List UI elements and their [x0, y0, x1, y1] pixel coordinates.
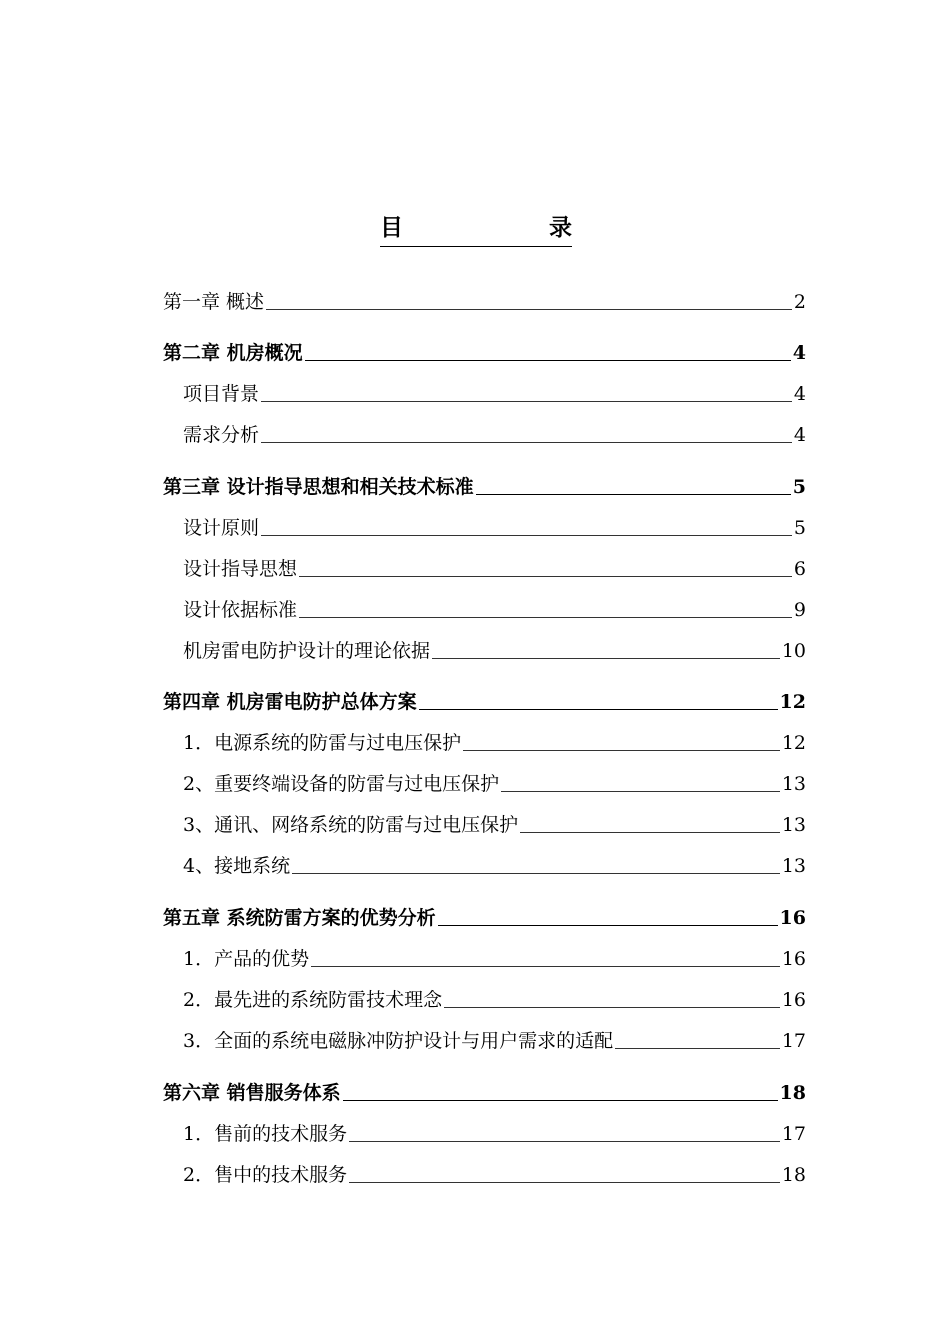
toc-entry-section[interactable] — [183, 768, 806, 796]
toc-entry-section[interactable] — [183, 1118, 806, 1146]
toc-entry-label: 2．最先进的系统防雷技术理念 — [183, 989, 443, 1011]
toc-leader — [261, 441, 792, 443]
toc-leader — [444, 1006, 780, 1008]
toc-entry-chapter-4[interactable] — [163, 686, 806, 714]
toc-entry-page: 5 — [792, 476, 806, 498]
toc-leader — [266, 308, 792, 310]
toc-entry-label: 项目背景 — [183, 383, 260, 405]
toc-leader — [501, 790, 780, 792]
toc-entry-label: 设计原则 — [183, 517, 260, 539]
toc-leader — [305, 359, 791, 361]
toc-leader — [292, 872, 780, 874]
toc-entry-label: 1．产品的优势 — [183, 948, 310, 970]
toc-entry-page: 4 — [793, 424, 806, 446]
toc-entry-page: 13 — [781, 855, 806, 877]
toc-leader — [520, 831, 780, 833]
toc-entry-page: 4 — [792, 342, 806, 364]
toc-entry-label: 第四章 机房雷电防护总体方案 — [163, 691, 417, 713]
toc-entry-section[interactable] — [183, 1025, 806, 1053]
toc-entry-chapter-6[interactable] — [163, 1077, 806, 1105]
toc-entry-chapter-5[interactable] — [163, 902, 806, 930]
toc-entry-section[interactable] — [183, 512, 806, 540]
toc-leader — [261, 400, 792, 402]
toc-entry-chapter-3[interactable] — [163, 471, 806, 499]
toc-entry-label: 3．全面的系统电磁脉冲防护设计与用户需求的适配 — [183, 1030, 614, 1052]
toc-entry-label: 需求分析 — [183, 424, 260, 446]
toc-leader — [349, 1181, 780, 1183]
toc-leader — [432, 657, 780, 659]
toc-entry-label: 3、通讯、网络系统的防雷与过电压保护 — [183, 814, 519, 836]
toc-entry-page: 6 — [793, 558, 806, 580]
toc-entry-label: 第六章 销售服务体系 — [163, 1082, 341, 1104]
toc-entry-page: 9 — [793, 599, 806, 621]
toc-title-right: 录 — [549, 214, 572, 241]
toc-entry-section[interactable] — [183, 635, 806, 663]
toc-entry-page: 2 — [793, 291, 806, 313]
toc-entry-page: 5 — [793, 517, 806, 539]
toc-leader — [419, 708, 778, 710]
toc-entry-section[interactable] — [183, 850, 806, 878]
toc-entry-section[interactable] — [183, 943, 806, 971]
toc-entry-page: 13 — [781, 773, 806, 795]
toc-entry-section[interactable] — [183, 378, 806, 406]
toc-entry-page: 17 — [781, 1030, 806, 1052]
toc-entry-section[interactable] — [183, 553, 806, 581]
toc-entry-chapter-1[interactable] — [163, 286, 806, 314]
toc-entry-page: 18 — [779, 1082, 806, 1104]
toc-leader — [261, 534, 792, 536]
toc-entry-section[interactable] — [183, 727, 806, 755]
toc-entry-section[interactable] — [183, 594, 806, 622]
toc-entry-label: 第三章 设计指导思想和相关技术标准 — [163, 476, 474, 498]
toc-entry-label: 设计依据标准 — [183, 599, 298, 621]
toc-entry-label: 2．售中的技术服务 — [183, 1164, 348, 1186]
toc-leader — [476, 493, 791, 495]
toc-entry-section[interactable] — [183, 809, 806, 837]
toc-entry-page: 10 — [781, 640, 806, 662]
toc-title-left: 目 — [380, 214, 403, 241]
toc-entry-label: 机房雷电防护设计的理论依据 — [183, 640, 431, 662]
toc-entry-label: 4、接地系统 — [183, 855, 291, 877]
toc-entry-label: 设计指导思想 — [183, 558, 298, 580]
toc-leader — [615, 1047, 780, 1049]
toc-entry-page: 17 — [781, 1123, 806, 1145]
toc-entry-chapter-2[interactable] — [163, 337, 806, 365]
toc-entry-section[interactable] — [183, 984, 806, 1012]
toc-leader — [349, 1140, 780, 1142]
toc-entry-page: 13 — [781, 814, 806, 836]
toc-entry-label: 第一章 概述 — [163, 291, 265, 313]
toc-entry-page: 12 — [779, 691, 806, 713]
toc-entry-label: 1．售前的技术服务 — [183, 1123, 348, 1145]
toc-entry-section[interactable] — [183, 419, 806, 447]
toc-entry-label: 第五章 系统防雷方案的优势分析 — [163, 907, 436, 929]
toc-entry-page: 18 — [781, 1164, 806, 1186]
toc-leader — [311, 965, 780, 967]
toc-entry-label: 第二章 机房概况 — [163, 342, 303, 364]
toc-entry-page: 16 — [779, 907, 806, 929]
toc-entry-page: 4 — [793, 383, 806, 405]
toc-leader — [463, 749, 780, 751]
toc-entry-section[interactable] — [183, 1159, 806, 1187]
toc-leader — [299, 616, 792, 618]
toc-leader — [343, 1099, 778, 1101]
toc-entry-page: 16 — [781, 948, 806, 970]
toc-entry-label: 1．电源系统的防雷与过电压保护 — [183, 732, 462, 754]
toc-leader — [438, 924, 778, 926]
toc-entry-page: 16 — [781, 989, 806, 1011]
toc-entry-page: 12 — [781, 732, 806, 754]
toc-leader — [299, 575, 792, 577]
toc-entry-label: 2、重要终端设备的防雷与过电压保护 — [183, 773, 500, 795]
